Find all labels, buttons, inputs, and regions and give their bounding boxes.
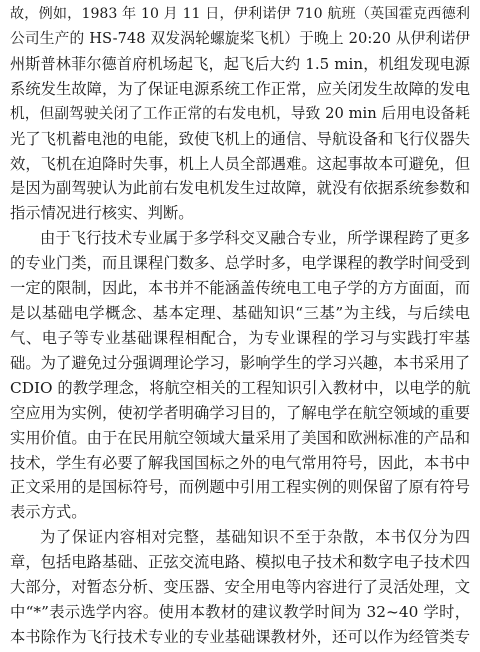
text-line: 效，飞机在迫降时失事，机上人员全部遇难。这起事故本可避免，但 [10, 154, 470, 173]
text-line: 为了保证内容相对完整，基础知识不至于杂散，本书仅分为四 [40, 528, 470, 547]
text-line: 指示情况进行核实、判断。 [10, 204, 194, 223]
text-line: CDIO 的教学理念，将航空相关的工程知识引入教材中，以电学的航 [10, 378, 470, 397]
text-line: 大部分，对暂态分析、变压器、安全用电等内容进行了灵活处理，文 [10, 578, 470, 597]
text-line: 础。为了避免过分强调理论学习，影响学生的学习兴趣，本书采用了 [10, 353, 470, 372]
text-line: 章，包括电路基础、正弦交流电路、模拟电子技术和数字电子技术四 [10, 553, 470, 572]
text-line: 一定的限制，因此，本书并不能涵盖传统电工电子学的方方面面，而 [10, 279, 470, 298]
text-line: 中“*”表示选学内容。使用本教材的建议教学时间为 32~40 学时， [10, 603, 470, 622]
text-line: 技术，学生有必要了解我国国标之外的电气常用符号，因此，本书中 [10, 453, 470, 472]
text-line: 气、电子等专业基础课程相配合，为专业课程的学习与实践打牢基 [10, 328, 470, 347]
text-line: 由于飞行技术专业属于多学科交叉融合专业，所学课程跨了更多 [40, 229, 470, 248]
text-line: 正文采用的是国标符号，而例题中引用工程实例的则保留了原有符号 [10, 478, 470, 497]
text-line: 表示方式。 [10, 503, 87, 522]
text-line: 是因为副驾驶认为此前右发电机发生过故障，就没有依据系统参数和 [10, 179, 470, 198]
text-line: 光了飞机蓄电池的电能，致使飞机上的通信、导航设备和飞行仪器失 [10, 129, 470, 148]
text-line: 的专业门类，而且课程门数多、总学时多，电学课程的教学时间受到 [10, 254, 470, 273]
text-line: 故，例如，1983 年 10 月 11 日，伊利诺伊 710 航班（英国霍克西德利 [10, 6, 470, 22]
text-line: 系统发生故障，为了保证电源系统工作正常，应关闭发生故障的发电 [10, 79, 470, 98]
text-line: 公司生产的 HS-748 双发涡轮螺旋桨飞机）于晚上 20:20 从伊利诺伊 [10, 29, 470, 47]
text-line: 空应用为实例，使初学者明确学习目的，了解电学在航空领域的重要 [10, 403, 470, 422]
text-line: 州斯普林菲尔德首府机场起飞，起飞后大约 1.5 min，机组发现电源 [10, 54, 470, 73]
text-line: 是以基础电学概念、基本定理、基础知识“三基”为主线，与后续电 [10, 304, 470, 323]
text-line: 机，但副驾驶关闭了工作正常的右发电机，导致 20 min 后用电设备耗 [10, 104, 470, 122]
text-line: 本书除作为飞行技术专业的专业基础课教材外，还可以作为经管类专 [10, 628, 470, 646]
text-line: 实用价值。由于在民用航空领域大量采用了美国和欧洲标准的产品和 [10, 428, 470, 447]
document-page [10, 0, 470, 652]
